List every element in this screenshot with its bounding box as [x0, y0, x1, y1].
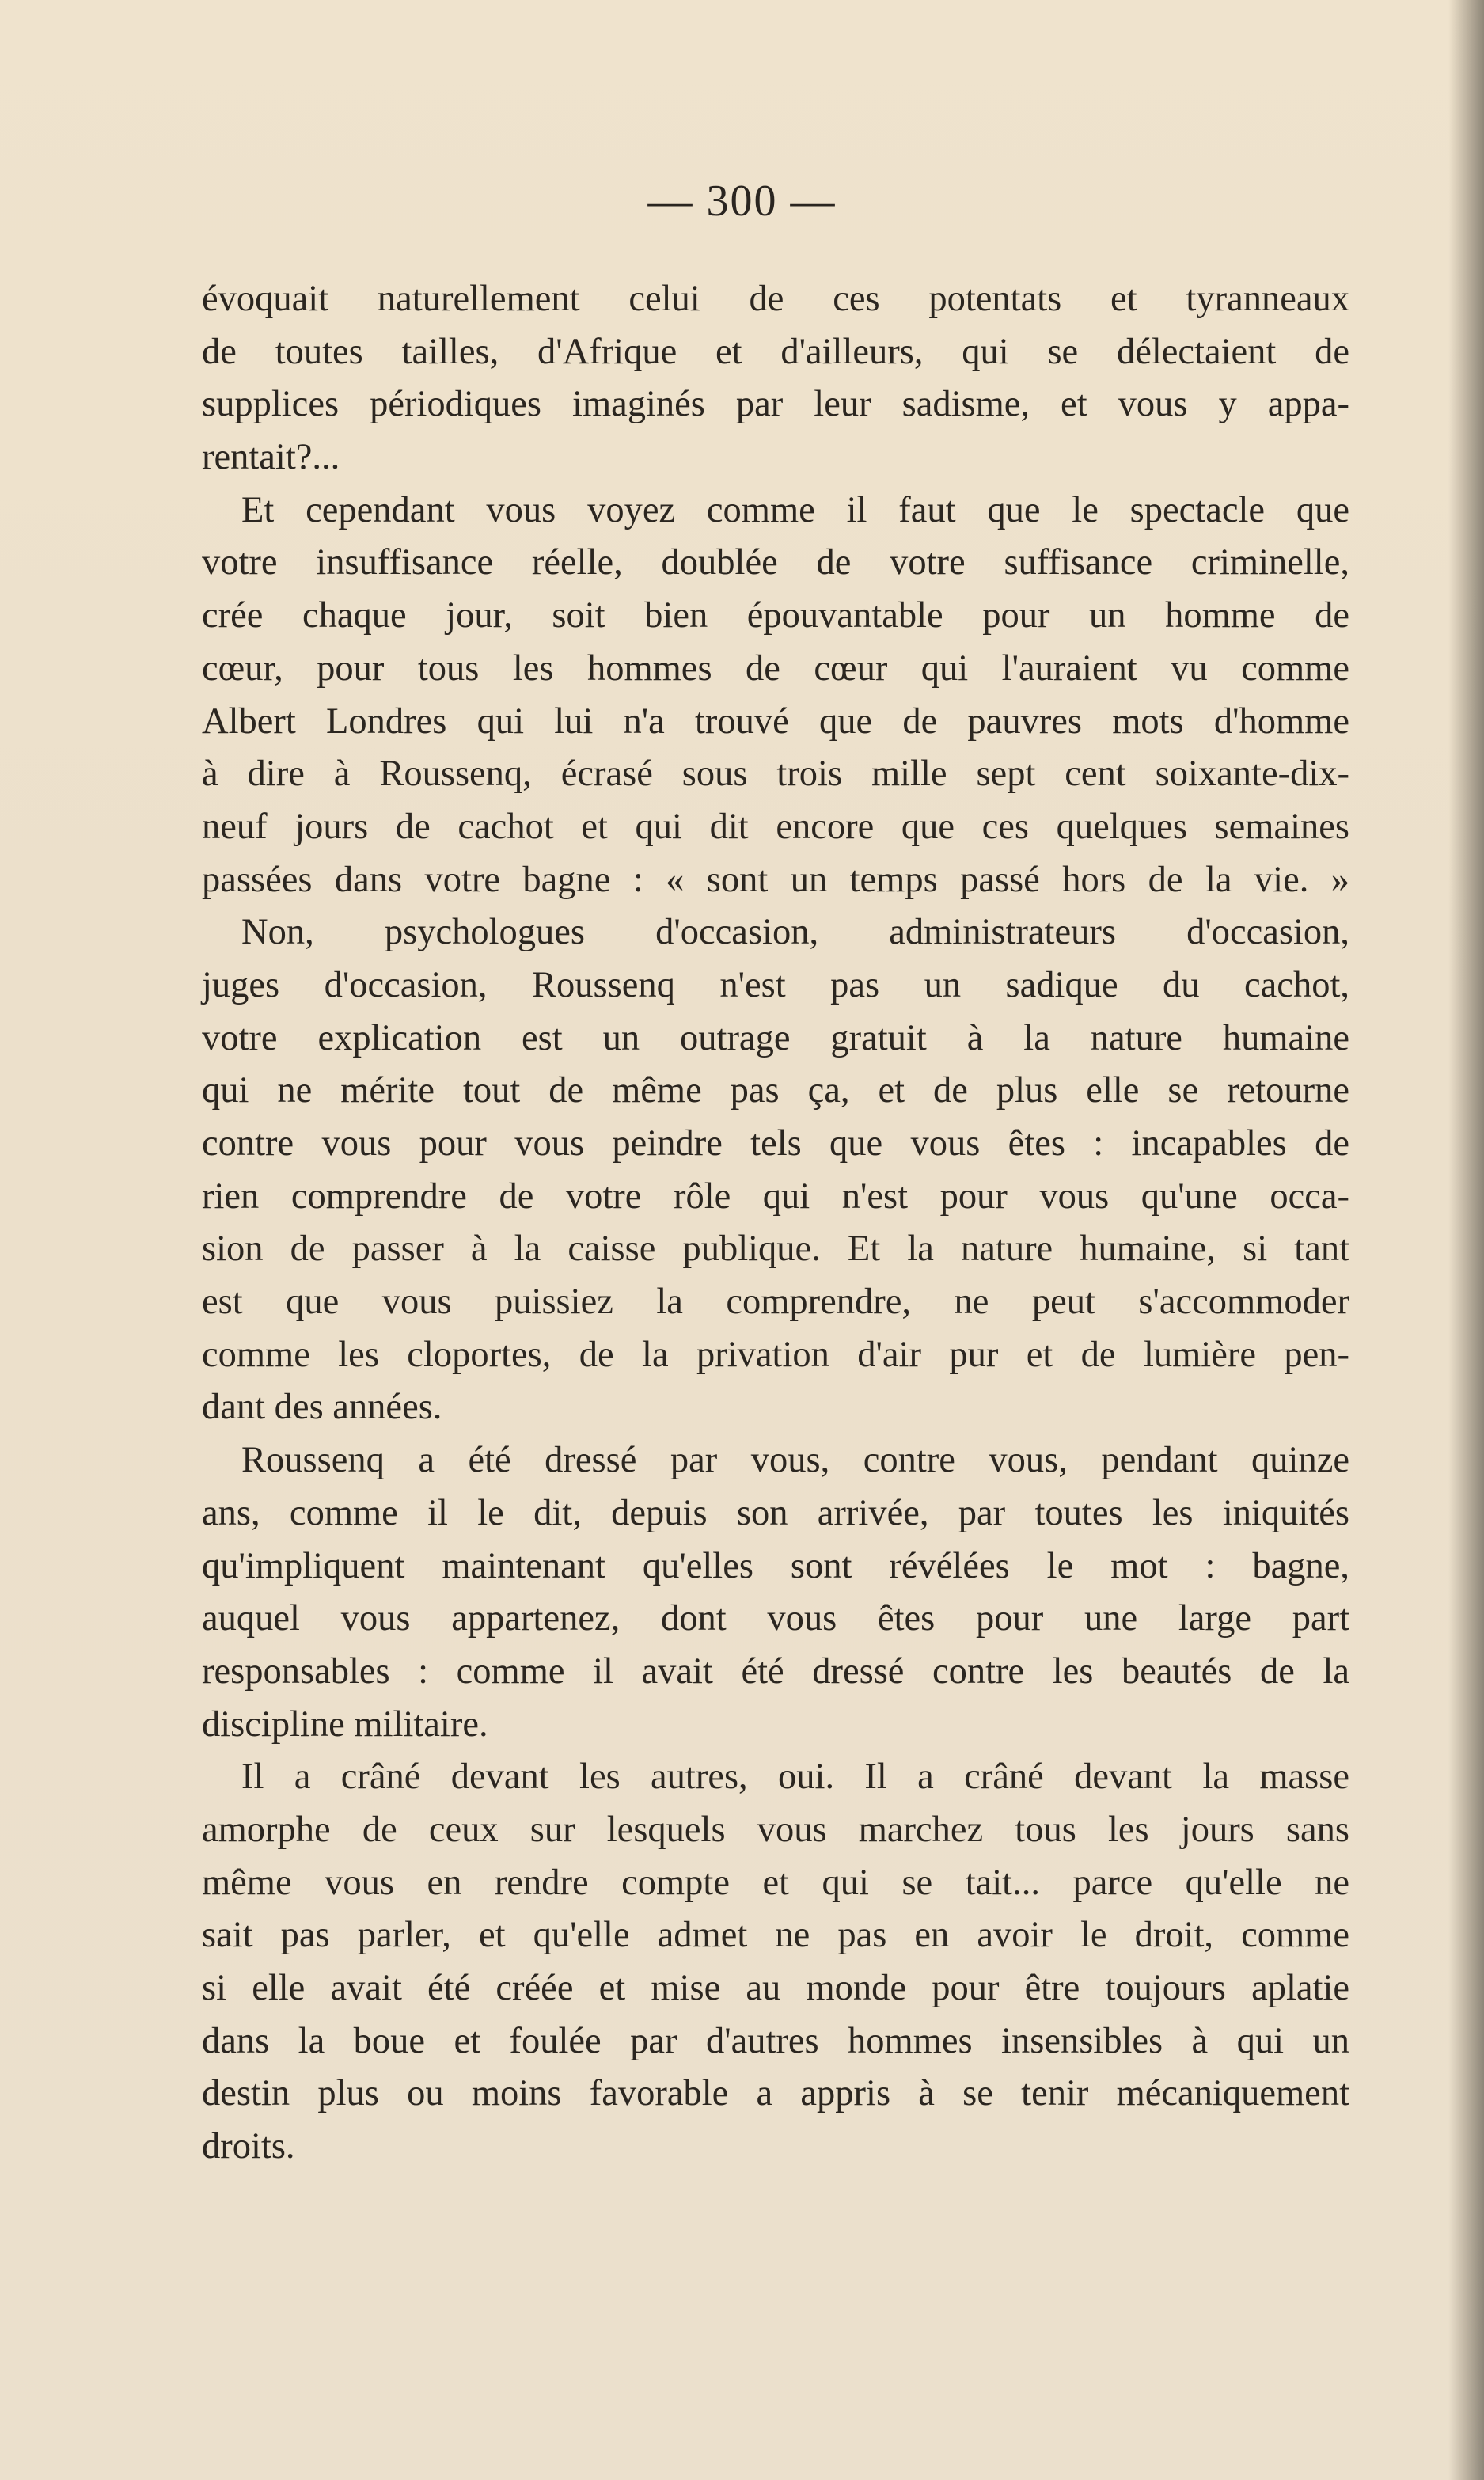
text-line: crée chaque jour, soit bien épouvantable pour un homme de: [202, 595, 1349, 636]
text-line: Il a crâné devant les autres, oui. Il a crâné devant la masse: [241, 1757, 1349, 1798]
text-line: passées dans votre bagne : « sont un temps passé hors de la vie. »: [202, 859, 1349, 900]
page-number: — 300 —: [647, 177, 837, 226]
text-line: destin plus ou moins favorable a appris à se tenir mécaniquement: [202, 2073, 1349, 2114]
text-line: rien comprendre de votre rôle qui n'est pour vous qu'une occa-: [202, 1175, 1349, 1217]
text-line: dans la boue et foulée par d'autres hommes insensibles à qui un: [202, 2020, 1349, 2061]
text-line: comme les cloportes, de la privation d'air pur et de lumière pen-: [202, 1334, 1349, 1375]
text-line: contre vous pour vous peindre tels que vous êtes : incapables de: [202, 1123, 1349, 1164]
text-line: auquel vous appartenez, dont vous êtes pour une large part: [202, 1598, 1349, 1639]
text-line: de toutes tailles, d'Afrique et d'ailleurs, qui se délectaient de: [202, 331, 1349, 372]
paragraph: [202, 484, 1349, 907]
text-line: neuf jours de cachot et qui dit encore que ces quelques semaines: [202, 806, 1349, 847]
text-line: juges d'occasion, Roussenq n'est pas un sadique du cachot,: [202, 964, 1349, 1005]
text-line: Albert Londres qui lui n'a trouvé que de pauvres mots d'homme: [202, 701, 1349, 742]
paragraph: [202, 1751, 1349, 2174]
text-line: droits.: [202, 2126, 295, 2167]
text-line: qu'impliquent maintenant qu'elles sont révélées le mot : bagne,: [202, 1545, 1349, 1586]
text-line: supplices périodiques imaginés par leur sadisme, et vous y appa-: [202, 384, 1349, 425]
text-line: sait pas parler, et qu'elle admet ne pas en avoir le droit, comme: [202, 1915, 1349, 1956]
paragraph: [202, 1434, 1349, 1751]
paragraph: [202, 273, 1349, 484]
text-line: responsables : comme il avait été dressé contre les beautés de la: [202, 1650, 1349, 1692]
text-line: discipline militaire.: [202, 1703, 488, 1745]
text-line: à dire à Roussenq, écrasé sous trois mille sept cent soixante-dix-: [202, 754, 1349, 795]
text-line: dant des années.: [202, 1387, 442, 1428]
text-line: cœur, pour tous les hommes de cœur qui l'auraient vu comme: [202, 648, 1349, 689]
text-line: même vous en rendre compte et qui se tait... parce qu'elle ne: [202, 1862, 1349, 1903]
text-line: si elle avait été créée et mise au monde pour être toujours aplatie: [202, 1968, 1349, 2008]
text-line: votre explication est un outrage gratuit à la nature humaine: [202, 1017, 1349, 1058]
text-line: rentait?...: [202, 437, 340, 478]
text-line: votre insuffisance réelle, doublée de votre suffisance criminelle,: [202, 542, 1349, 583]
body-text: [202, 273, 1349, 2174]
text-line: qui ne mérite tout de même pas ça, et de plus elle se retourne: [202, 1070, 1349, 1111]
text-line: est que vous puissiez la comprendre, ne peut s'accommoder: [202, 1282, 1349, 1323]
text-line: Roussenq a été dressé par vous, contre vous, pendant quinze: [241, 1440, 1349, 1481]
text-line: évoquait naturellement celui de ces potentats et tyranneaux: [202, 279, 1349, 319]
text-line: Et cependant vous voyez comme il faut que le spectacle que: [241, 489, 1349, 530]
paragraph: [202, 906, 1349, 1434]
text-line: sion de passer à la caisse publique. Et la nature humaine, si tant: [202, 1229, 1349, 1270]
text-line: Non, psychologues d'occasion, administrateurs d'occasion,: [241, 912, 1349, 953]
text-line: ans, comme il le dit, depuis son arrivée, par toutes les iniquités: [202, 1492, 1349, 1533]
text-line: amorphe de ceux sur lesquels vous marchez tous les jours sans: [202, 1809, 1349, 1850]
